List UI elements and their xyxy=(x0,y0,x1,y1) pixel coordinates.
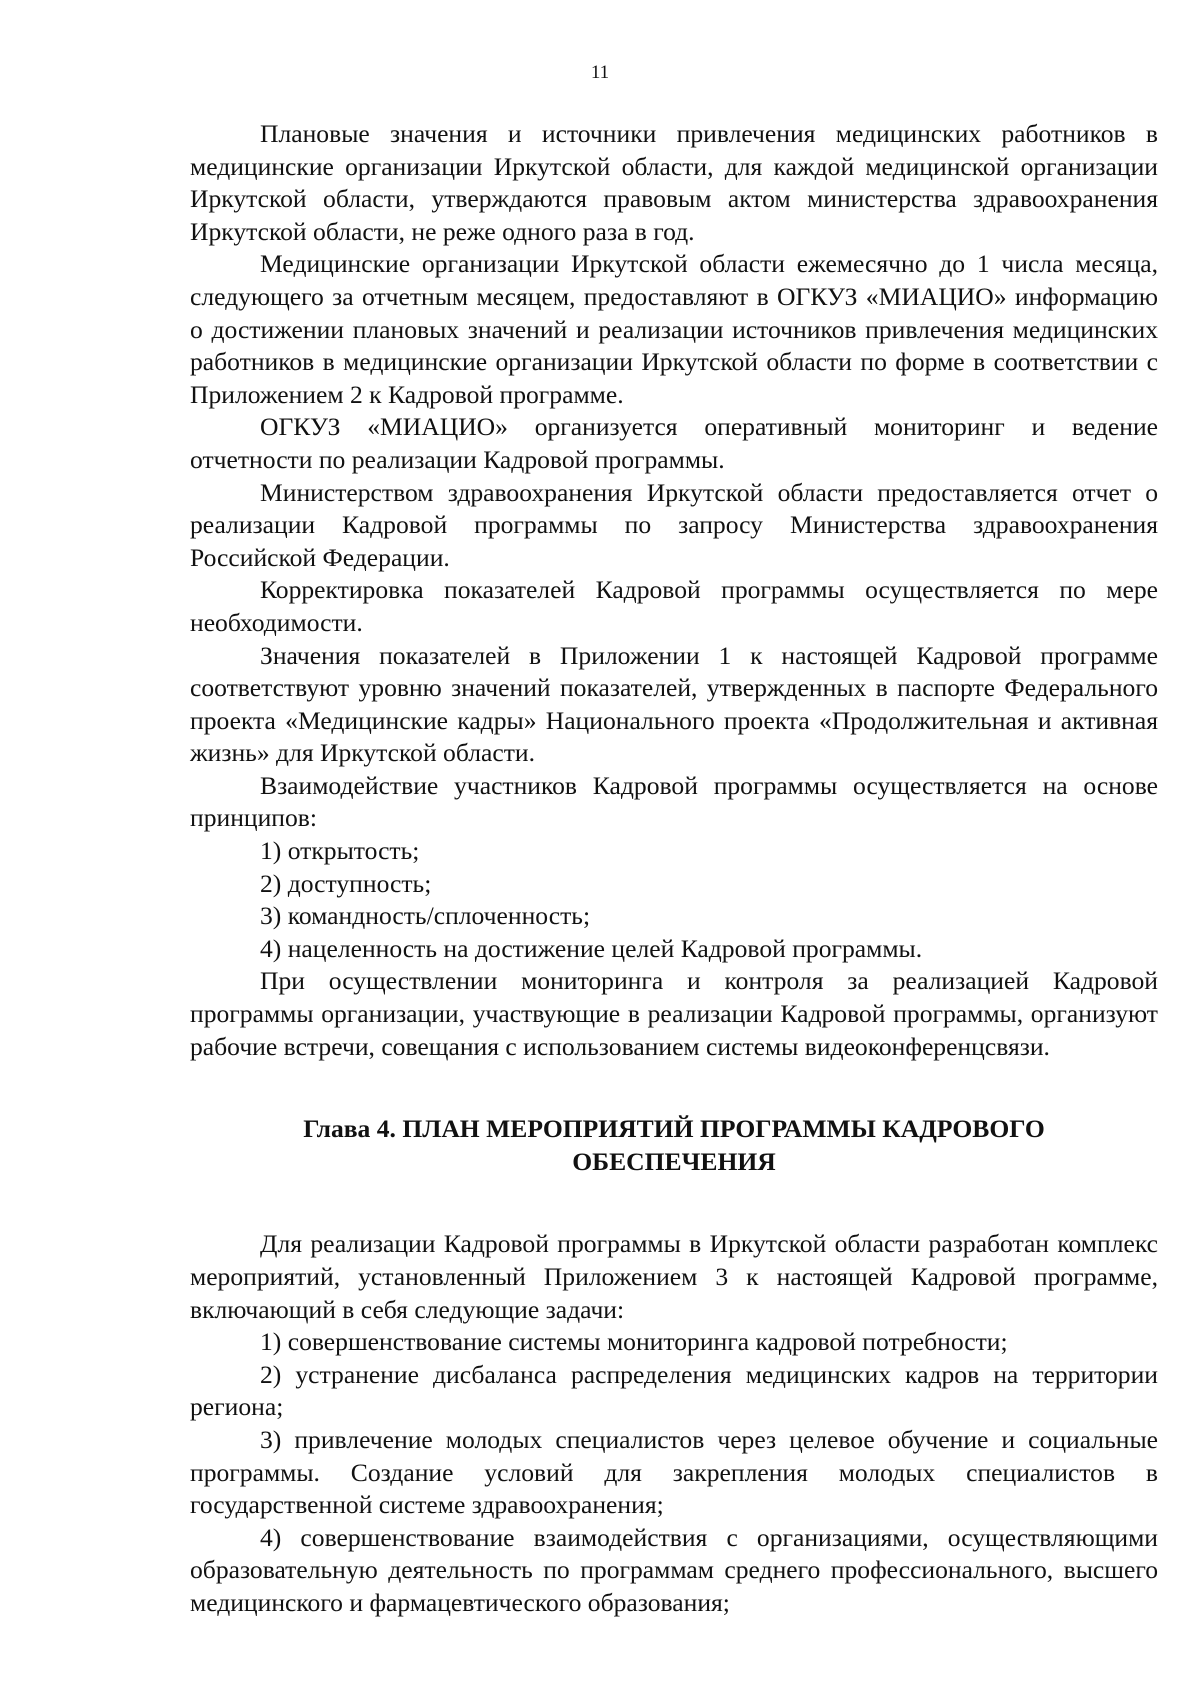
paragraph-ministry-report: Министерством здравоохранения Иркутской области предоставляется отчет о реализации Кадровой программы по запросу Министерства здравоохранения Российской Федерации. xyxy=(190,477,1158,572)
document-body xyxy=(190,118,1158,1620)
list-item: 2) доступность; xyxy=(260,868,432,898)
paragraph-chapter-intro: Для реализации Кадровой программы в Иркутской области разработан комплекс мероприятий, установленный Приложением 3 к настоящей Кадровой программе, включающий в себя следующие задачи: xyxy=(190,1229,1158,1324)
chapter-heading: Глава 4. ПЛАН МЕРОПРИЯТИЙ ПРОГРАММЫ КАДРОВОГО ОБЕСПЕЧЕНИЯ xyxy=(303,1114,1045,1176)
list-item: 4) совершенствование взаимодействия с организациями, осуществляющими образовательную деятельность по программам среднего профессионального, высшего медицинского и фармацевтического образования; xyxy=(190,1522,1158,1617)
page-number: 11 xyxy=(590,62,610,83)
paragraph-planned-values: Плановые значения и источники привлечения медицинских работников в медицинские организации Иркутской области, для каждой медицинской организации Иркутской области, утверждаются правовым актом министерства здравоохранения Иркутской области, не реже одного раза в год. xyxy=(190,119,1158,246)
paragraph-monitoring-organization: ОГКУЗ «МИАЦИО» организуется оперативный мониторинг и ведение отчетности по реализации Кадровой программы. xyxy=(190,412,1158,474)
paragraph-indicator-values: Значения показателей в Приложении 1 к настоящей Кадровой программе соответствуют уровню значений показателей, утвержденных в паспорте Федерального проекта «Медицинские кадры» Национального проекта «Продолжительная и активная жизнь» для Иркутской области. xyxy=(190,640,1158,768)
paragraph-monthly-reporting: Медицинские организации Иркутской области ежемесячно до 1 числа месяца, следующего за отчетным месяцем, предоставляют в ОГКУЗ «МИАЦИО» информацию о достижении плановых значений и реализации источников привлечения медицинских работников в медицинские организации Иркутской области по форме в соответствии с Приложением 2 к Кадровой программе. xyxy=(190,249,1158,409)
paragraph-monitoring-meetings: При осуществлении мониторинга и контроля за реализацией Кадровой программы организации, участвующие в реализации Кадровой программы, организуют рабочие встречи, совещания с использованием системы видеоконференцсвязи. xyxy=(190,966,1158,1061)
list-item: 4) нацеленность на достижение целей Кадровой программы. xyxy=(260,933,923,963)
principles-list xyxy=(190,835,1158,965)
list-item: 1) совершенствование системы мониторинга кадровой потребности; xyxy=(260,1327,1008,1357)
list-item: 1) открытость; xyxy=(260,836,420,866)
tasks-list xyxy=(190,1326,1158,1619)
list-item: 3) командность/сплоченность; xyxy=(260,901,591,931)
paragraph-interaction-principles: Взаимодействие участников Кадровой программы осуществляется на основе принципов: xyxy=(190,770,1158,833)
paragraph-correction: Корректировка показателей Кадровой программы осуществляется по мере необходимости. xyxy=(190,575,1158,637)
list-item: 3) привлечение молодых специалистов через целевое обучение и социальные программы. Создание условий для закрепления молодых специалистов в государственной системе здравоохранения; xyxy=(190,1424,1158,1520)
list-item: 2) устранение дисбаланса распределения медицинских кадров на территории региона; xyxy=(190,1359,1158,1422)
